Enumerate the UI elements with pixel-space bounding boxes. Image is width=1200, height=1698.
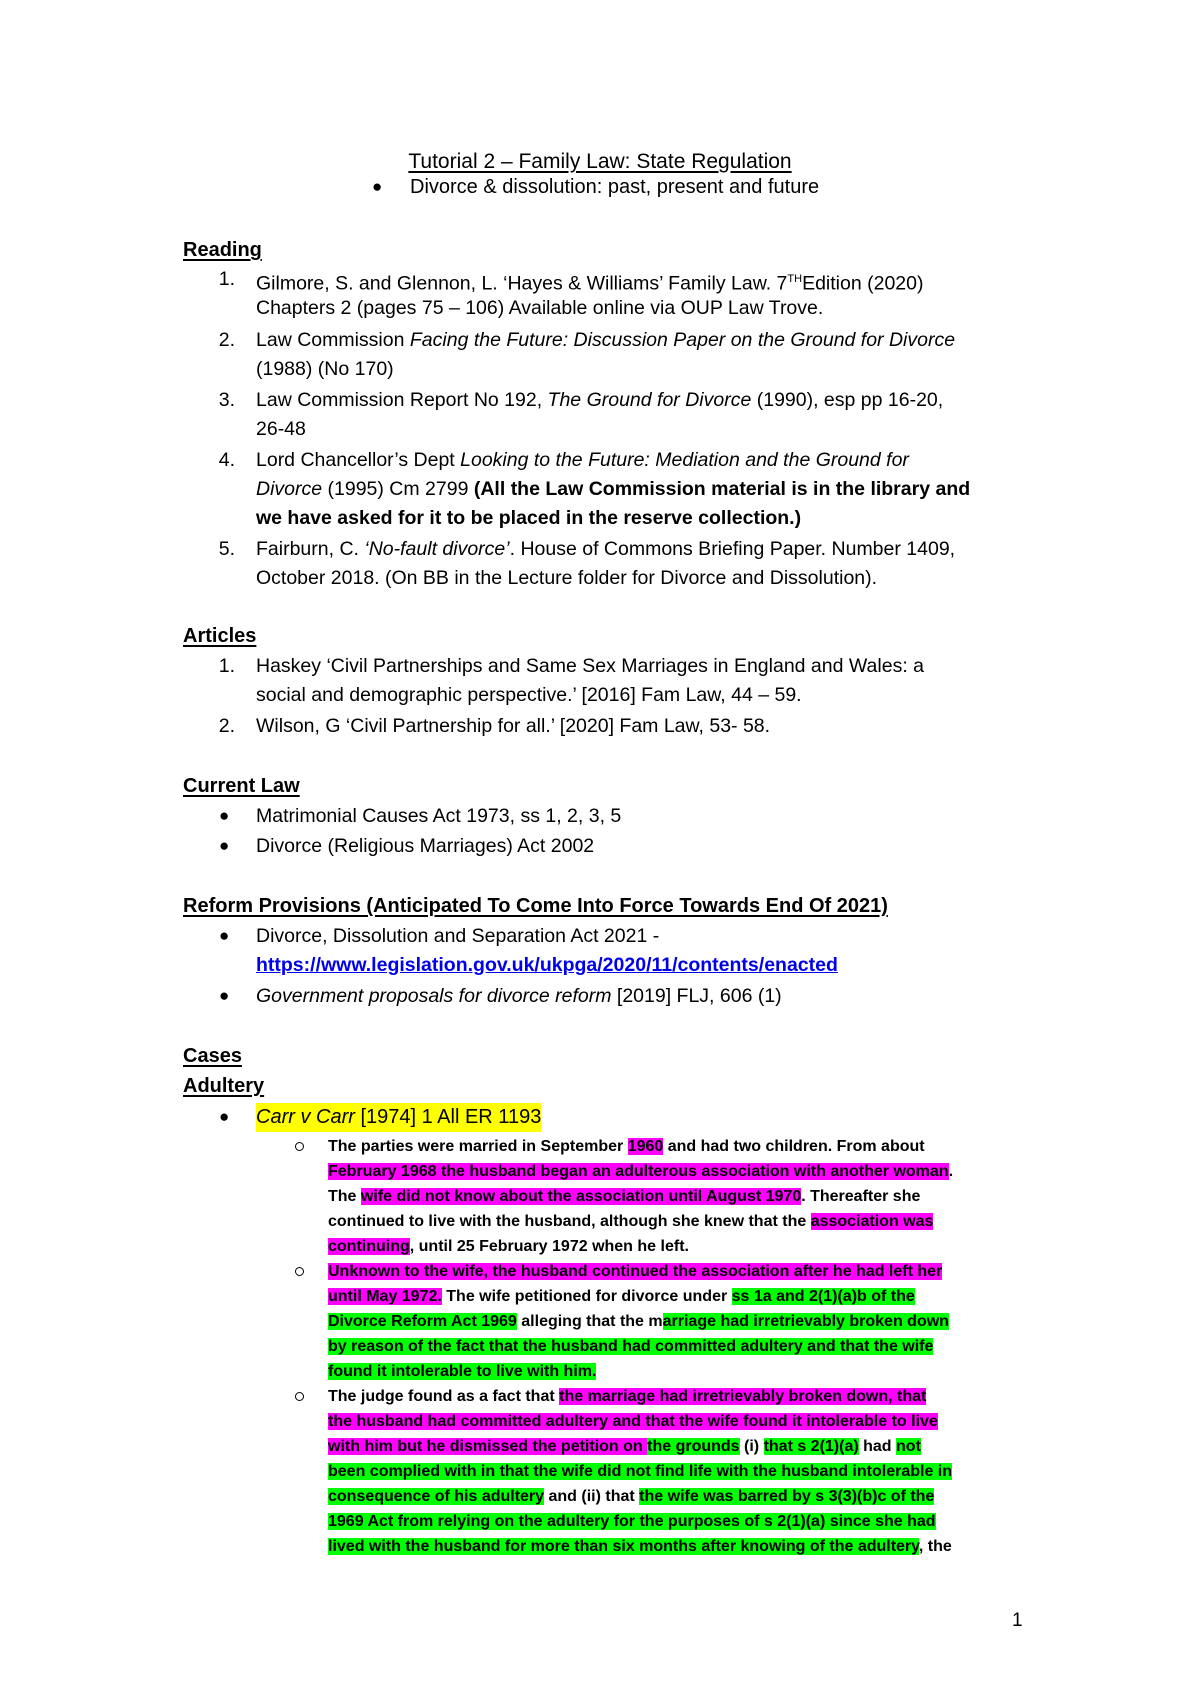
article-item-1-line-1: Haskey ‘Civil Partnerships and Same Sex Marriages in England and Wales: a: [256, 655, 925, 677]
case-p1-line-1: The parties were married in September 1960 and had two children. From about: [328, 1138, 925, 1155]
current-law-item-2: Divorce (Religious Marriages) Act 2002: [256, 835, 595, 857]
case-p3-line-2: the husband had committed adultery and that the wife found it intolerable to live: [328, 1413, 938, 1430]
case-p3-line-7: lived with the husband for more than six months after knowing of the adultery, the: [328, 1538, 952, 1555]
reading-item-3-line-2: 26-48: [256, 418, 306, 440]
list-number: 3.: [218, 389, 235, 411]
list-number: 1.: [218, 268, 235, 290]
case-p3-line-6: 1969 Act from relying on the adultery for the purposes of s 2(1)(a) since she had: [328, 1513, 936, 1530]
cases-heading: Cases: [183, 1045, 242, 1067]
article-item-1-line-2: social and demographic perspective.’ [2016] Fam Law, 44 – 59.: [256, 684, 802, 706]
bullet-icon: ●: [219, 926, 230, 945]
case-p3-line-5: consequence of his adultery and (ii) that the wife was barred by s 3(3)(b)c of the: [328, 1488, 935, 1505]
case-p2-line-3: Divorce Reform Act 1969 alleging that the marriage had irretrievably broken down: [328, 1313, 949, 1330]
reading-item-2-line-2: (1988) (No 170): [256, 358, 394, 380]
case-p1-line-2: February 1968 the husband began an adulterous association with another woman.: [328, 1163, 954, 1180]
case-p2-line-2: until May 1972. The wife petitioned for divorce under ss 1a and 2(1)(a)b of the: [328, 1288, 915, 1305]
bullet-icon: ●: [372, 177, 383, 196]
case-p1-line-3: The wife did not know about the association until August 1970. Thereafter she: [328, 1188, 921, 1205]
bullet-icon: ●: [219, 1107, 230, 1126]
list-number: 1.: [218, 655, 235, 677]
bullet-icon: ●: [219, 806, 230, 825]
page-number: 1: [1012, 1610, 1023, 1631]
reading-item-4-line-1: Lord Chancellor’s Dept Looking to the Future: Mediation and the Ground for: [256, 449, 909, 471]
article-item-2-line-1: Wilson, G ‘Civil Partnership for all.’ [2020] Fam Law, 53- 58.: [256, 715, 771, 737]
current-law-item-1: Matrimonial Causes Act 1973, ss 1, 2, 3, 5: [256, 805, 622, 827]
reform-item-1: Divorce, Dissolution and Separation Act 2021 -: [256, 925, 660, 947]
reading-item-5-line-1: Fairburn, C. ‘No-fault divorce’. House of Commons Briefing Paper. Number 1409,: [256, 538, 956, 560]
reading-item-1-line-2: Chapters 2 (pages 75 – 106) Available online via OUP Law Trove.: [256, 297, 824, 319]
case-p2-line-4: by reason of the fact that the husband had committed adultery and that the wife: [328, 1338, 934, 1355]
reform-item-2: Government proposals for divorce reform [2019] FLJ, 606 (1): [256, 985, 782, 1007]
reading-item-3-line-1: Law Commission Report No 192, The Ground for Divorce (1990), esp pp 16-20,: [256, 389, 944, 411]
circle-bullet-icon: [295, 1142, 304, 1151]
list-number: 2.: [218, 329, 235, 351]
list-number: 2.: [218, 715, 235, 737]
case-p3-line-4: been complied with in that the wife did not find life with the husband intolerable in: [328, 1463, 952, 1480]
legislation-link[interactable]: https://www.legislation.gov.uk/ukpga/2020/11/contents/enacted: [256, 954, 838, 976]
reading-item-2-line-1: Law Commission Facing the Future: Discussion Paper on the Ground for Divorce: [256, 329, 956, 351]
reading-heading: Reading: [183, 239, 262, 261]
reading-item-4-line-3: we have asked for it to be placed in the reserve collection.): [256, 507, 802, 529]
document-subtitle: Divorce & dissolution: past, present and future: [410, 176, 820, 198]
articles-heading: Articles: [183, 625, 257, 647]
document-title: Tutorial 2 – Family Law: State Regulation: [408, 150, 792, 173]
case-title: Carr v Carr [1974] 1 All ER 1193: [256, 1103, 541, 1132]
bullet-icon: ●: [219, 836, 230, 855]
current-law-heading: Current Law: [183, 775, 300, 797]
circle-bullet-icon: [295, 1392, 304, 1401]
adultery-subheading: Adultery: [183, 1075, 265, 1097]
reading-item-5-line-2: October 2018. (On BB in the Lecture folder for Divorce and Dissolution).: [256, 567, 878, 589]
case-p3-line-3: with him but he dismissed the petition on the grounds (i) that s 2(1)(a) had not: [328, 1438, 921, 1455]
case-p2-line-1: Unknown to the wife, the husband continued the association after he had left her: [328, 1263, 943, 1280]
circle-bullet-icon: [295, 1267, 304, 1276]
list-number: 5.: [218, 538, 235, 560]
bullet-icon: ●: [219, 986, 230, 1005]
reading-item-4-line-2: Divorce (1995) Cm 2799 (All the Law Commission material is in the library and: [256, 478, 971, 500]
list-number: 4.: [218, 449, 235, 471]
reform-heading: Reform Provisions (Anticipated To Come Into Force Towards End Of 2021): [183, 895, 888, 917]
case-p3-line-1: The judge found as a fact that the marriage had irretrievably broken down, that: [328, 1388, 927, 1405]
reading-item-1-line-1: Gilmore, S. and Glennon, L. ‘Hayes & Williams’ Family Law. 7THEdition (2020): [256, 272, 924, 295]
case-p1-line-5: continuing, until 25 February 1972 when he left.: [328, 1238, 689, 1255]
case-p1-line-4: continued to live with the husband, although she knew that the association was: [328, 1213, 934, 1230]
case-p2-line-5: found it intolerable to live with him.: [328, 1363, 597, 1380]
